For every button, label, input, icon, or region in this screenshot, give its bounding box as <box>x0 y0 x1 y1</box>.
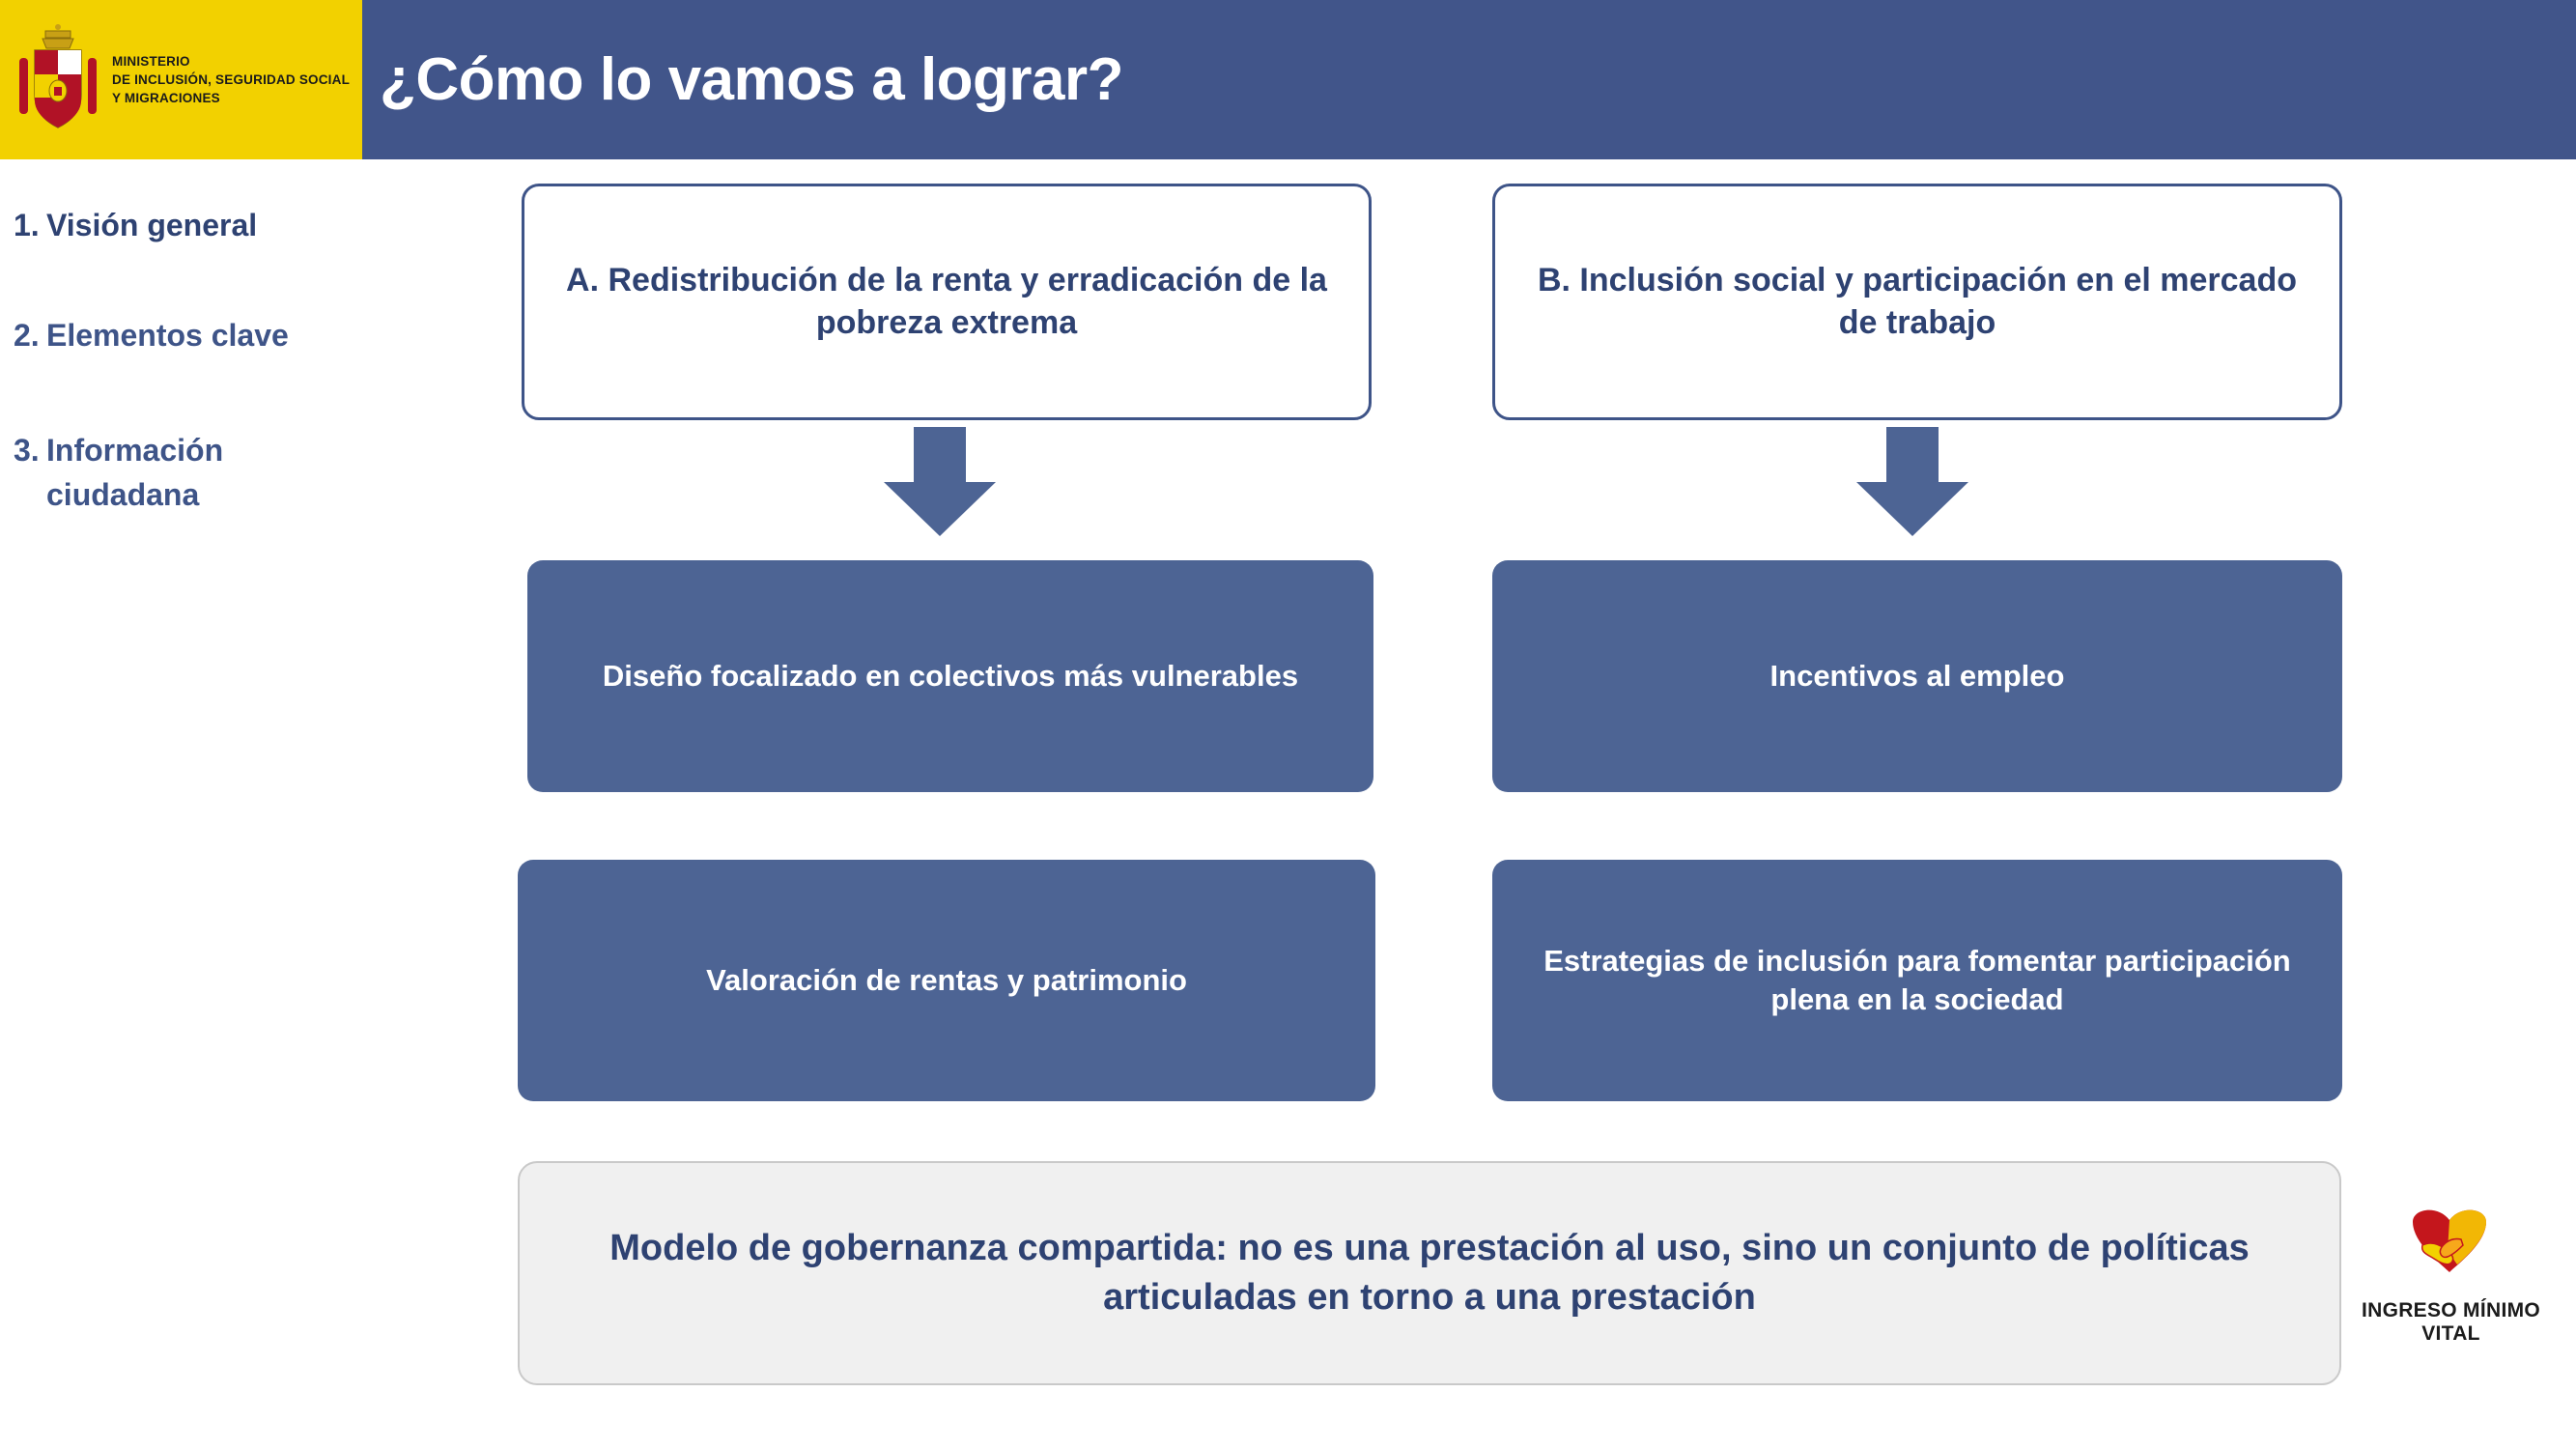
column-a-item-1 <box>527 560 1373 792</box>
page-title: ¿Cómo lo vamos a lograr? <box>380 46 1124 113</box>
sidebar-item-label: Visión general <box>46 208 258 242</box>
sidebar-item-number: 3. <box>14 432 40 468</box>
header-bar <box>362 0 2576 159</box>
ministry-name <box>112 52 350 107</box>
ministry-line-2: DE INCLUSIÓN, SEGURIDAD SOCIAL <box>112 71 351 87</box>
sidebar-nav <box>0 203 483 583</box>
column-b-item-2 <box>1492 860 2342 1101</box>
governance-model-box <box>518 1161 2341 1385</box>
ministry-line-3: Y MIGRACIONES <box>112 91 220 106</box>
governance-model-text: Modelo de gobernanza compartida: no es una prestación al uso, sino un conjunto de políticas articuladas en torno a una prestación <box>609 1227 2250 1318</box>
page-header <box>0 0 2576 159</box>
spain-coat-of-arms-icon <box>14 23 102 137</box>
down-arrow-icon <box>882 427 998 538</box>
sidebar-item-number: 2. <box>14 318 40 354</box>
column-a-header-text: A. Redistribución de la renta y erradicación de la pobreza extrema <box>566 261 1327 341</box>
column-b-header-text: B. Inclusión social y participación en el mercado de trabajo <box>1537 261 2298 341</box>
column-a-item-2 <box>518 860 1375 1101</box>
sidebar-item-number: 1. <box>14 208 40 242</box>
column-a-item-2-text: Valoración de rentas y patrimonio <box>706 962 1187 997</box>
imv-brand-name: INGRESO MÍNIMO VITAL <box>2361 1299 2541 1345</box>
column-b-item-1-text: Incentivos al empleo <box>1769 658 2065 693</box>
ministry-line-1: MINISTERIO <box>112 53 190 69</box>
imv-brand <box>2347 1203 2555 1346</box>
column-b-item-1 <box>1492 560 2342 792</box>
sidebar-item-label: Información ciudadana <box>46 432 224 513</box>
column-b-header-box <box>1492 184 2342 420</box>
column-a-header-box <box>522 184 1372 420</box>
down-arrow-icon <box>1854 427 1970 538</box>
heart-hands-icon <box>2347 1203 2555 1297</box>
ministry-logo-block <box>0 0 362 159</box>
sidebar-item-informacion-ciudadana[interactable] <box>0 428 483 518</box>
sidebar-item-elementos-clave[interactable] <box>0 313 483 357</box>
sidebar-item-label: Elementos clave <box>46 318 289 354</box>
column-a-item-1-text: Diseño focalizado en colectivos más vulnerables <box>602 658 1299 693</box>
column-b-item-2-text: Estrategias de inclusión para fomentar participación plena en la sociedad <box>1543 943 2291 1016</box>
sidebar-item-vision-general[interactable] <box>0 203 483 247</box>
